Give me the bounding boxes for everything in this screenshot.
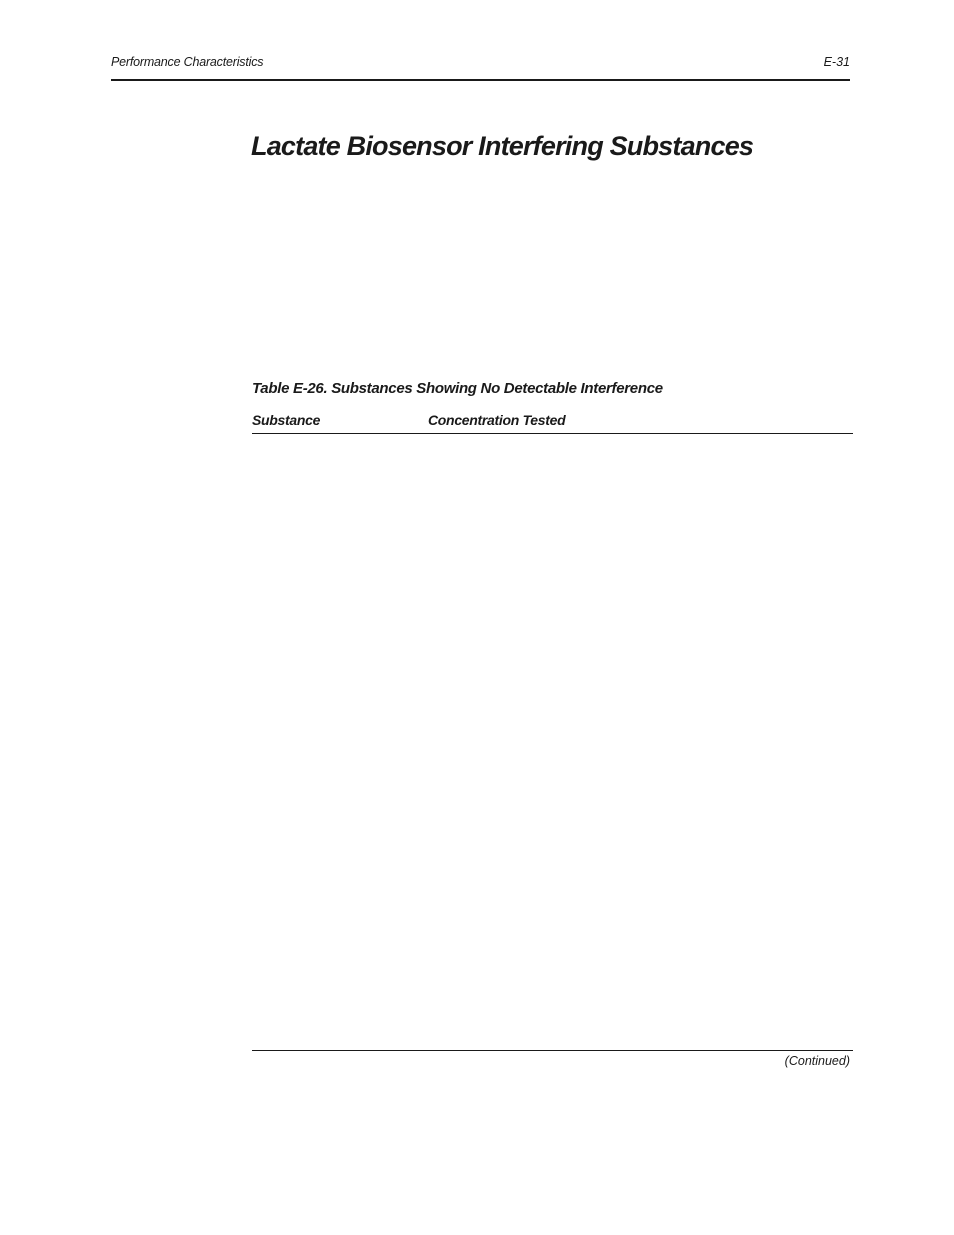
table-header [252,412,853,434]
table-caption: Table E-26. Substances Showing No Detectable Interference [252,380,663,397]
column-header-concentration: Concentration Tested [428,412,566,428]
page-title: Lactate Biosensor Interfering Substances [251,131,754,161]
page-number: E-31 [823,55,850,69]
section-name: Performance Characteristics [111,55,264,69]
continued-note: (Continued) [784,1054,850,1068]
running-header [111,55,850,81]
table-bottom-rule [252,1050,853,1051]
column-header-substance: Substance [252,412,321,428]
